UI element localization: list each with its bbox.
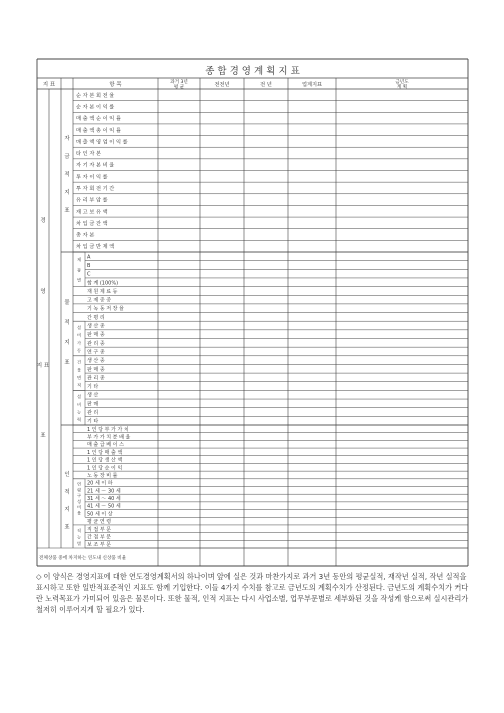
personnel-item-label: 21 세 ～ 30 세 [87,488,121,495]
svg-text:적: 적 [64,320,70,326]
material-item-label: 간 평 리 [87,314,105,321]
svg-text:지: 지 [64,190,70,196]
document-title: 종 합 경 영 계 획 지 표 [205,66,300,77]
material-item-label: 판 매 종 [87,332,105,339]
svg-text:적: 적 [76,382,82,388]
header-plan-1: 금년도 [395,80,409,85]
material-item-label: 관 리 종 [87,375,105,382]
svg-text:표: 표 [64,208,70,214]
svg-text:물: 물 [76,367,82,373]
svg-text:표: 표 [64,360,70,366]
svg-text:설: 설 [76,325,82,331]
material-item-label: 관 리 종 [87,340,105,347]
finance-group-label [64,134,70,214]
svg-text:능: 능 [76,409,82,415]
svg-text:비: 비 [76,401,82,407]
personnel-item-label: 31 세 ～ 40 세 [87,496,121,503]
personnel-item-label: 평 균 연 령 [87,519,112,526]
finance-item-label: 자 기 자 본 비 율 [76,162,115,169]
svg-text:동: 동 [76,347,82,353]
personnel-item-label: 1 인 당 생 산 액 [87,457,123,464]
note-mark: ◇ [36,572,42,581]
finance-item-label: 순 자 본 이 익 률 [76,104,115,111]
personnel-item-label: 20 세 이 하 [87,480,113,487]
personnel-item-label: 노 동 장 비 률 [87,472,118,479]
svg-text:적: 적 [64,489,70,496]
material-item-label: A [87,254,91,261]
personnel-item-label: 직 접 부 문 [87,526,112,533]
header-indicator: 지 표 [42,82,56,88]
personnel-item-label: 1 인 당 부 가 가 치 [87,426,129,433]
personnel-group-label [64,470,70,531]
svg-text:건: 건 [76,359,82,365]
finance-item-label: 차 입 금 반 제 액 [76,244,115,251]
svg-text:지: 지 [64,506,70,513]
personnel-item-label: 부 가 가 치 분 배 율 [87,434,131,441]
index-group-label: 지 표 [36,363,50,369]
svg-text:직: 직 [76,528,82,534]
svg-text:연: 연 [76,481,82,487]
material-item-label: 관 리 [87,410,99,417]
note-text: 이 양식은 경영지표에 대한 연도경영계획서의 하나이며 앞에 실은 것과 마찬가지로 과거 3년 동안의 평균실적, 재작년 실적, 작년 실적을 표시하고 또한 일반적표준적인 지표도 함께 기입한다. 이들 4가지 수치를 참고로 금년도의 계획수치가 산정된다. 금년도의 계획수치가 커다란 노력목표가 가미되어 있음은 물론이다. 또한 물적, 인적 지표는 다시 사업소별, 업무부문별로 세부화된 것을 작성케 함으로써 실시관리가 철저히 이루어지게 할 필요가 있다. [36,572,469,614]
material-subgroup-label [77,324,82,354]
material-item-label: 기 타 [87,384,99,391]
finance-item-label: 총 자 본 [76,232,95,239]
material-subgroup-label [77,256,81,283]
svg-text:율: 율 [76,510,82,516]
material-item-label: 합 계 (100%) [87,280,119,287]
personnel-item-label: 41 세 ～ 50 세 [87,503,121,510]
material-item-label: 생 산 종 [87,358,105,365]
material-item-label: 기 타 [87,418,99,425]
personnel-subgroup-label [77,527,81,547]
material-item-label: 판 매 종 [87,366,105,373]
business-group-label: 경 [40,218,46,224]
finance-item-label: 매 출 액 순 이 익 률 [76,116,121,123]
material-item-label: 생 산 [87,392,99,399]
finance-item-label: 차 입 금 잔 액 [76,220,108,227]
svg-text:면: 면 [76,374,82,380]
svg-text:별: 별 [76,277,82,283]
material-group-label [64,298,70,366]
management-group-label: 영 [40,289,46,295]
material-item-label: 기 녹 동 저 장 율 [87,306,124,313]
svg-text:비: 비 [76,332,82,338]
svg-text:인: 인 [64,471,70,478]
header-item: 항 목 [109,82,122,88]
svg-text:별: 별 [76,540,82,546]
svg-text:성: 성 [76,498,82,504]
svg-text:품: 품 [76,267,82,273]
svg-text:비: 비 [76,504,82,510]
svg-text:자: 자 [64,136,70,142]
finance-item-label: 순 자 본 회 전 율 [76,92,115,99]
svg-text:제: 제 [76,257,82,263]
material-item-label: 연 구 종 [87,349,105,356]
bottom-group-label: 표 [40,433,46,439]
material-item-label: 생 산 종 [87,323,105,330]
svg-text:구: 구 [76,493,82,499]
header-prev: 전 년 [260,82,272,88]
finance-item-label: 유 리 부 압 률 [76,197,108,204]
svg-text:적: 적 [64,172,70,178]
finance-item-label: 재 고 보 유 액 [76,209,108,216]
svg-text:지: 지 [64,340,70,346]
header-avg-1: 과거 3년 [170,80,188,85]
material-subgroup-label [77,359,81,389]
material-item-label: 판 매 [87,401,99,408]
svg-text:설: 설 [76,394,82,400]
personnel-item-label: 50 세 이 상 [87,511,113,518]
header-industry: 업계지표 [301,82,323,88]
material-item-label: 재 원 제 료 등 [87,288,118,295]
finance-item-label: 투 자 회 전 기 간 [76,185,115,192]
material-item-label: 고 제 중 중 [87,297,112,304]
svg-text:가: 가 [76,340,82,346]
finance-item-label: 타 인 자 본 [76,151,101,158]
header-plan-2: 계 획 [396,85,408,90]
material-item-label: B [87,262,91,269]
svg-text:능: 능 [76,534,82,540]
material-item-label: C [87,271,91,278]
header-avg-2: 평 균 [173,85,185,90]
svg-text:령: 령 [76,487,82,493]
svg-text:력: 력 [76,417,82,423]
finance-item-label: 매 출 액 영 업 이 익 률 [76,139,128,146]
personnel-item-label: 보 조 부 문 [87,542,112,549]
explanatory-note [36,571,474,615]
svg-text:물: 물 [64,300,70,306]
personnel-subgroup-label [77,481,81,517]
personnel-item-label: 매 출 급 베 이 스 [87,442,124,449]
svg-text:금: 금 [64,154,70,160]
footer-row-label: 전체상품 중에 차지하는 연도내 신상품 비율 [39,556,127,561]
personnel-item-label: 1 인 당 순 이 익 [87,465,123,472]
personnel-item-label: 간 접 부 문 [87,534,112,541]
personnel-item-label: 1 인 당 매 출 액 [87,449,123,456]
finance-item-label: 매 출 액 총 이 익 률 [76,127,121,134]
svg-text:표: 표 [64,524,70,531]
material-subgroup-label [77,393,81,423]
finance-item-label: 투 자 이 익 률 [76,174,108,181]
header-prev2: 전전년 [214,82,230,88]
